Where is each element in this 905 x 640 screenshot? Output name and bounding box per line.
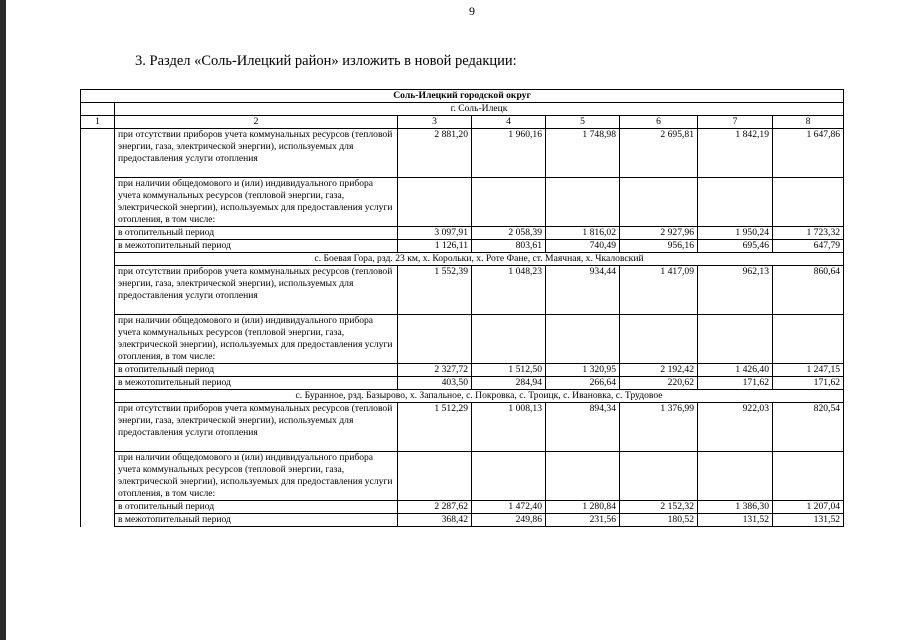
value-cell: 803,61: [472, 240, 546, 253]
value-cell: 1 816,02: [546, 227, 620, 240]
table-row: [81, 377, 844, 390]
value-cell: 1 647,86: [773, 129, 844, 178]
value-cell: 284,94: [472, 377, 546, 390]
value-cell: 1 376,99: [620, 403, 698, 452]
table-row: [81, 452, 844, 501]
value-cell: 2 695,81: [620, 129, 698, 178]
section-name: с. Боевая Гора, рзд. 23 км, х. Корольки, х. Роте Фане, ст. Маячная, х. Чкаловский: [115, 253, 844, 266]
value-cell: 2 192,42: [620, 364, 698, 377]
value-cell: [698, 178, 773, 227]
value-cell: 2 327,72: [398, 364, 472, 377]
value-cell: 1 426,40: [698, 364, 773, 377]
row-label: при наличии общедомового и (или) индивидуального прибора учета коммунальных ресурсов (тепловой энергии, газа, электрической энергии), используемых для предоставления услуги отопления, в том числе:: [115, 452, 398, 501]
row-label: при отсутствии приборов учета коммунальных ресурсов (тепловой энергии, газа, электрической энергии), используемых для предоставления услуги отопления: [115, 129, 398, 178]
value-cell: 1 748,98: [546, 129, 620, 178]
value-cell: 2 058,39: [472, 227, 546, 240]
table-row: [81, 501, 844, 514]
blank-cell: [81, 240, 115, 253]
value-cell: 231,56: [546, 514, 620, 527]
value-cell: [698, 452, 773, 501]
table-row: [81, 403, 844, 452]
value-cell: 695,46: [698, 240, 773, 253]
table-title: Соль-Илецкий городской округ: [81, 90, 844, 103]
value-cell: 1 512,50: [472, 364, 546, 377]
blank-cell: [81, 514, 115, 527]
table-row: [81, 315, 844, 364]
blank-cell: [81, 129, 115, 178]
column-number: 4: [472, 116, 546, 129]
value-cell: 1 126,11: [398, 240, 472, 253]
row-label: при отсутствии приборов учета коммунальных ресурсов (тепловой энергии, газа, электрической энергии), используемых для предоставления услуги отопления: [115, 266, 398, 315]
section-header-row: [81, 390, 844, 403]
value-cell: 249,86: [472, 514, 546, 527]
value-cell: 1 320,95: [546, 364, 620, 377]
blank-cell: [81, 315, 115, 364]
table-row: [81, 178, 844, 227]
value-cell: [546, 452, 620, 501]
value-cell: 860,64: [773, 266, 844, 315]
value-cell: 1 417,09: [620, 266, 698, 315]
scan-edge-bar: [0, 0, 6, 640]
value-cell: 1 552,39: [398, 266, 472, 315]
value-cell: [398, 178, 472, 227]
value-cell: 180,52: [620, 514, 698, 527]
section-header-row: [81, 253, 844, 266]
value-cell: 934,44: [546, 266, 620, 315]
value-cell: [773, 452, 844, 501]
section-header-row: [81, 103, 844, 116]
value-cell: 171,62: [698, 377, 773, 390]
value-cell: 1 008,13: [472, 403, 546, 452]
value-cell: 2 287,62: [398, 501, 472, 514]
value-cell: 1 280,84: [546, 501, 620, 514]
column-number: 7: [698, 116, 773, 129]
tariff-table: [80, 89, 844, 527]
value-cell: 1 386,30: [698, 501, 773, 514]
value-cell: [620, 315, 698, 364]
column-number: 3: [398, 116, 472, 129]
blank-cell: [81, 364, 115, 377]
row-label: при отсутствии приборов учета коммунальных ресурсов (тепловой энергии, газа, электрической энергии), используемых для предоставления услуги отопления: [115, 403, 398, 452]
value-cell: 1 512,29: [398, 403, 472, 452]
table-row: [81, 240, 844, 253]
value-cell: [620, 178, 698, 227]
value-cell: 1 960,16: [472, 129, 546, 178]
table-row: [81, 227, 844, 240]
blank-cell: [81, 266, 115, 315]
value-cell: 131,52: [773, 514, 844, 527]
blank-cell: [81, 227, 115, 240]
value-cell: 171,62: [773, 377, 844, 390]
column-number: 1: [81, 116, 115, 129]
row-label: в межотопительный период: [115, 240, 398, 253]
row-label: при наличии общедомового и (или) индивидуального прибора учета коммунальных ресурсов (тепловой энергии, газа, электрической энергии), используемых для предоставления услуги отопления, в том числе:: [115, 178, 398, 227]
row-label: в межотопительный период: [115, 377, 398, 390]
blank-cell: [81, 103, 115, 116]
blank-cell: [81, 253, 115, 266]
value-cell: 403,50: [398, 377, 472, 390]
value-cell: 1 842,19: [698, 129, 773, 178]
blank-cell: [81, 377, 115, 390]
row-label: в отопительный период: [115, 227, 398, 240]
value-cell: [698, 315, 773, 364]
value-cell: 1 472,40: [472, 501, 546, 514]
value-cell: 1 048,23: [472, 266, 546, 315]
column-number: 6: [620, 116, 698, 129]
value-cell: 1 950,24: [698, 227, 773, 240]
table-row: [81, 514, 844, 527]
value-cell: 962,13: [698, 266, 773, 315]
column-number-row: [81, 116, 844, 129]
value-cell: 922,03: [698, 403, 773, 452]
value-cell: [620, 452, 698, 501]
value-cell: [472, 452, 546, 501]
value-cell: [773, 315, 844, 364]
value-cell: 1 723,32: [773, 227, 844, 240]
value-cell: [546, 315, 620, 364]
blank-cell: [81, 452, 115, 501]
value-cell: 220,62: [620, 377, 698, 390]
row-label: в межотопительный период: [115, 514, 398, 527]
blank-cell: [81, 501, 115, 514]
value-cell: 647,79: [773, 240, 844, 253]
value-cell: [546, 178, 620, 227]
value-cell: [472, 315, 546, 364]
row-label: при наличии общедомового и (или) индивидуального прибора учета коммунальных ресурсов (тепловой энергии, газа, электрической энергии), используемых для предоставления услуги отопления, в том числе:: [115, 315, 398, 364]
value-cell: 1 207,04: [773, 501, 844, 514]
value-cell: 894,34: [546, 403, 620, 452]
section-heading: 3. Раздел «Соль-Илецкий район» изложить в новой редакции:: [135, 53, 517, 69]
section-name: г. Соль-Илецк: [115, 103, 844, 116]
table-title-row: [81, 90, 844, 103]
column-number: 8: [773, 116, 844, 129]
value-cell: 2 881,20: [398, 129, 472, 178]
column-number: 2: [115, 116, 398, 129]
blank-cell: [81, 403, 115, 452]
column-number: 5: [546, 116, 620, 129]
value-cell: 3 097,91: [398, 227, 472, 240]
value-cell: 2 927,96: [620, 227, 698, 240]
value-cell: 2 152,32: [620, 501, 698, 514]
row-label: в отопительный период: [115, 364, 398, 377]
value-cell: [472, 178, 546, 227]
value-cell: 368,42: [398, 514, 472, 527]
blank-cell: [81, 390, 115, 403]
value-cell: [773, 178, 844, 227]
section-name: с. Буранное, рзд. Базырово, х. Запальное, с. Покровка, с. Троицк, с. Ивановка, с. Трудовое: [115, 390, 844, 403]
value-cell: 266,64: [546, 377, 620, 390]
table-row: [81, 266, 844, 315]
row-label: в отопительный период: [115, 501, 398, 514]
value-cell: 1 247,15: [773, 364, 844, 377]
table-row: [81, 364, 844, 377]
value-cell: 131,52: [698, 514, 773, 527]
value-cell: [398, 315, 472, 364]
value-cell: 956,16: [620, 240, 698, 253]
table-row: [81, 129, 844, 178]
value-cell: 740,49: [546, 240, 620, 253]
page-number: 9: [469, 4, 475, 18]
blank-cell: [81, 178, 115, 227]
value-cell: 820,54: [773, 403, 844, 452]
value-cell: [398, 452, 472, 501]
